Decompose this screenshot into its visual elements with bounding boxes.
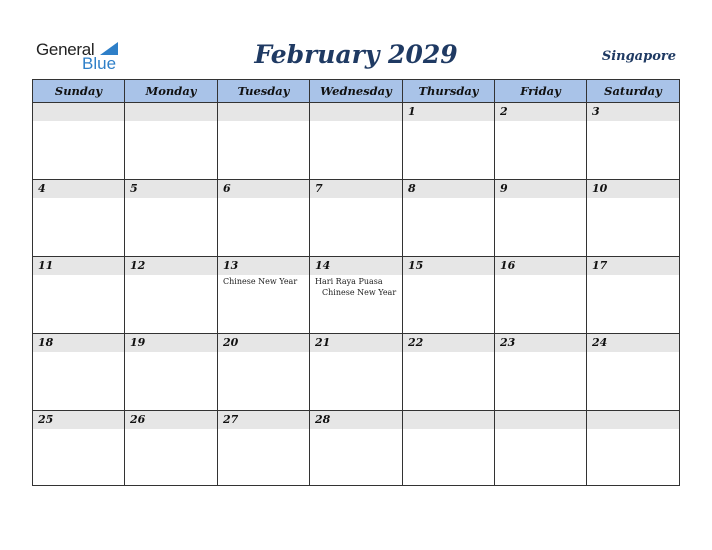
weekday-header-tuesday: Tuesday [218, 80, 310, 102]
day-cell [587, 102, 679, 179]
holiday-name: Chinese New Year [322, 288, 397, 297]
day-cell [310, 179, 403, 256]
day-number-band [587, 103, 679, 121]
day-number: 21 [315, 336, 331, 349]
day-number: 9 [500, 182, 508, 195]
day-number-band [33, 180, 124, 198]
day-number: 24 [592, 336, 608, 349]
day-cell [587, 333, 679, 410]
day-cell [403, 179, 495, 256]
day-cell [403, 410, 495, 486]
day-cell [495, 256, 587, 333]
day-number: 25 [38, 413, 54, 426]
day-number-band [495, 180, 586, 198]
day-number-band [33, 103, 124, 121]
day-cell [218, 256, 310, 333]
day-number-band [310, 103, 402, 121]
day-number-band [310, 180, 402, 198]
day-cell [587, 179, 679, 256]
holiday-name: Hari Raya Puasa [315, 277, 383, 286]
holiday-name: Chinese New Year [223, 277, 298, 286]
holiday-list [315, 276, 400, 298]
day-cell [33, 333, 125, 410]
day-cell [33, 256, 125, 333]
weekday-header-monday: Monday [125, 80, 218, 102]
country-label: Singapore [601, 49, 676, 64]
day-cell [495, 179, 587, 256]
day-number-band [218, 180, 309, 198]
day-cell [310, 333, 403, 410]
calendar-grid [32, 79, 680, 486]
day-cell [403, 102, 495, 179]
day-cell [218, 179, 310, 256]
day-number: 16 [500, 259, 516, 272]
day-number: 13 [223, 259, 239, 272]
day-cell [125, 179, 218, 256]
day-number-band [495, 103, 586, 121]
day-number: 20 [223, 336, 239, 349]
day-number: 11 [38, 259, 54, 272]
day-number: 22 [408, 336, 424, 349]
day-cell [125, 333, 218, 410]
day-number: 28 [315, 413, 331, 426]
day-cell [218, 410, 310, 486]
day-number: 23 [500, 336, 516, 349]
day-number: 18 [38, 336, 54, 349]
day-cell [403, 256, 495, 333]
day-number-band [218, 103, 309, 121]
day-number: 7 [315, 182, 323, 195]
day-number-band [495, 411, 586, 429]
day-cell [33, 102, 125, 179]
day-number: 8 [408, 182, 416, 195]
day-cell [125, 256, 218, 333]
day-cell [125, 102, 218, 179]
day-number: 1 [408, 105, 416, 118]
day-number: 6 [223, 182, 231, 195]
day-number-band [125, 103, 217, 121]
day-number: 10 [592, 182, 608, 195]
day-number: 5 [130, 182, 138, 195]
day-number-band [125, 180, 217, 198]
day-number: 4 [38, 182, 46, 195]
weekday-header-sunday: Sunday [33, 80, 125, 102]
day-cell [495, 333, 587, 410]
day-number: 26 [130, 413, 146, 426]
day-cell [310, 410, 403, 486]
day-cell [587, 256, 679, 333]
day-cell [33, 410, 125, 486]
day-cell [310, 256, 403, 333]
day-cell [495, 102, 587, 179]
day-cell [218, 333, 310, 410]
logo-blue-text: Blue [82, 54, 117, 73]
day-cell [310, 102, 403, 179]
day-number: 17 [592, 259, 608, 272]
day-number: 27 [223, 413, 239, 426]
weekday-header-row [33, 80, 679, 102]
holiday-list [223, 276, 307, 287]
day-cell [33, 179, 125, 256]
day-number: 12 [130, 259, 146, 272]
weekday-header-wednesday: Wednesday [310, 80, 403, 102]
day-cell [403, 333, 495, 410]
day-cell [125, 410, 218, 486]
day-number: 14 [315, 259, 331, 272]
day-number: 2 [500, 105, 508, 118]
calendar-title: February 2029 [254, 40, 458, 69]
day-number: 15 [408, 259, 424, 272]
day-cell [495, 410, 587, 486]
day-cell [587, 410, 679, 486]
day-number: 3 [592, 105, 600, 118]
day-number-band [403, 411, 494, 429]
logo-general-text: General [36, 40, 95, 59]
day-cell [218, 102, 310, 179]
weekday-header-saturday: Saturday [604, 84, 662, 98]
weekday-header-thursday: Thursday [403, 80, 495, 102]
weekday-header-friday: Friday [495, 80, 587, 102]
day-number-band [403, 103, 494, 121]
day-number-band [587, 411, 679, 429]
day-number: 19 [130, 336, 146, 349]
day-number-band [403, 180, 494, 198]
